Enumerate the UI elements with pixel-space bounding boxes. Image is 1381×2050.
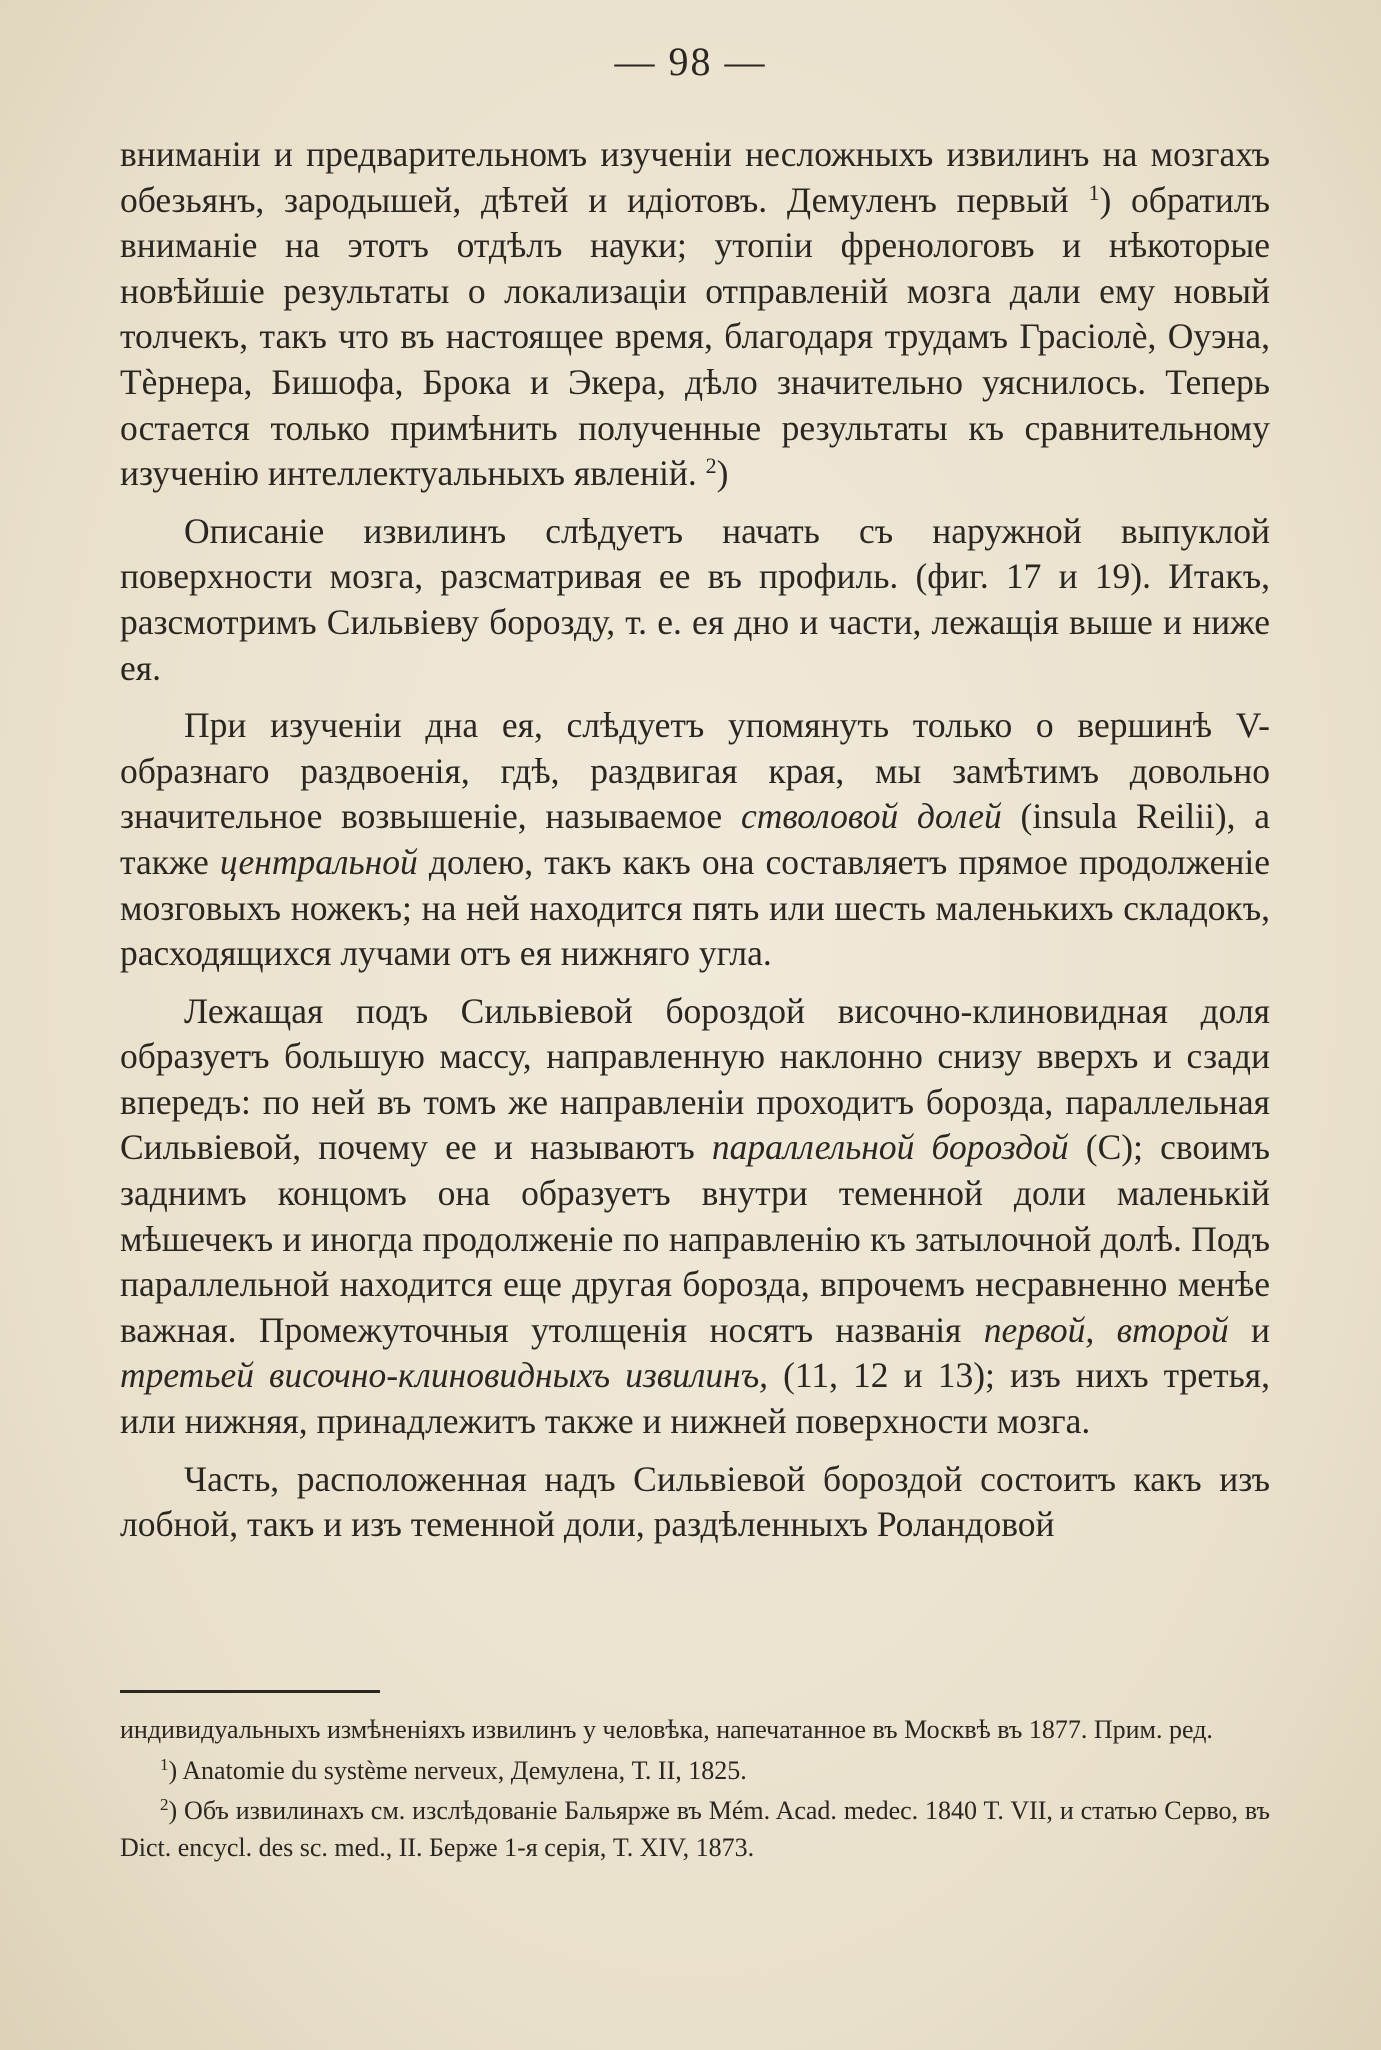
- term-parallel-sulcus: параллельной бороздой: [711, 1127, 1069, 1168]
- footnote-1-text: ) Anatomie du système nerveux, Демулена, Т. II, 1825.: [168, 1755, 747, 1785]
- footnotes: [120, 1712, 1270, 1866]
- paragraph-4-text-c: и: [1228, 1309, 1270, 1350]
- term-third-gyrus: третьей височно-клиновидныхъ извилинъ,: [120, 1355, 768, 1396]
- term-stem-lobe: стволовой долей: [740, 796, 1002, 837]
- paragraph-3-text-b: (insula Reilii), а также: [120, 796, 1271, 882]
- footnote-ref-1[interactable]: 1: [1088, 179, 1100, 205]
- term-first-second: первой, второй: [983, 1309, 1229, 1350]
- main-text: [120, 132, 1270, 1548]
- paragraph-3: [120, 703, 1270, 977]
- paragraph-4-text-d: (11, 12 и 13); изъ нихъ третья, или нижняя, принадлежитъ также и нижней поверхности мозга.: [120, 1355, 1270, 1442]
- footnote-2-text: ) Объ извилинахъ см. изслѣдованіе Бальярже въ Mém. Acad. medec. 1840 T. VII, и статью Серво, въ Dict. encycl. des sc. med., II. Берже 1-я серія, T. XIV, 1873.: [120, 1796, 1270, 1862]
- term-central: центральной: [219, 841, 418, 882]
- paragraph-1-text-b: ) обратилъ вниманіе на этотъ отдѣлъ науки; утопіи френологовъ и нѣкоторые новѣйшіе результаты о локализаціи отправленій мозга дали ему новый толчекъ, такъ что въ настоящее время, благодаря трудамъ Грасіолѐ, Оуэна, Тѐрнера, Бишофа, Брока и Экера, дѣло значительно уяснилось. Теперь остается только примѣнить полученные результаты къ сравнительному изученію интеллектуальныхъ явленій.: [120, 179, 1270, 494]
- footnote-1: [120, 1753, 1270, 1790]
- footnote-ref-2[interactable]: 2: [705, 453, 717, 479]
- footnote-1-mark: 1: [160, 1754, 169, 1774]
- paragraph-4-text-b: (C); своимъ заднимъ концомъ она образуетъ внутри теменной доли маленькій мѣшечекъ и иногда продолженіе по направленію къ затылочной долѣ. Подъ параллельной находится еще другая борозда, впрочемъ несравненно менѣе важная. Промежуточныя утолщенія носятъ названія: [120, 1127, 1270, 1350]
- paragraph-3-text-c: долею, такъ какъ она составляетъ прямое продолженіе мозговыхъ ножекъ; на ней находится пять или шесть маленькихъ складокъ, расходящихся лучами отъ ея нижняго угла.: [120, 841, 1270, 974]
- footnote-2: [120, 1793, 1270, 1866]
- footnote-2-mark: 2: [160, 1795, 169, 1814]
- paragraph-1-text-c: ): [716, 453, 729, 494]
- paragraph-5: Часть, расположенная надъ Сильвіевой бороздой состоитъ какъ изъ лобной, такъ и изъ теменной доли, раздѣленныхъ Роландовой: [120, 1458, 1270, 1545]
- paragraph-1: [120, 132, 1270, 497]
- page-number: — 98 —: [614, 39, 767, 84]
- paragraph-4: [120, 989, 1270, 1445]
- footnote-divider: [120, 1690, 380, 1693]
- paragraph-3-text-a: При изученіи дна ея, слѣдуетъ упомянуть только о вершинѣ V-образнаго раздвоенія, гдѣ, раздвигая края, мы замѣтимъ довольно значительное возвышеніе, называемое: [120, 705, 1270, 837]
- footnote-continuation: индивидуальныхъ измѣненіяхъ извилинъ у человѣка, напечатанное въ Москвѣ въ 1877. Прим. ред.: [120, 1715, 1213, 1744]
- paragraph-1-text-a: вниманіи и предварительномъ изученіи несложныхъ извилинъ на мозгахъ обезьянъ, зародышей, дѣтей и идіотовъ. Демуленъ первый: [120, 134, 1270, 220]
- paragraph-4-text-a: Лежащая подъ Сильвіевой бороздой височно-клиновидная доля образуетъ большую массу, направленную наклонно снизу вверхъ и сзади впередъ: по ней въ томъ же направленіи проходитъ борозда, параллельная Сильвіевой, почему ее и называютъ: [120, 990, 1270, 1168]
- paragraph-2: Описаніе извилинъ слѣдуетъ начать съ наружной выпуклой поверхности мозга, разсматривая ее въ профиль. (фиг. 17 и 19). Итакъ, разсмотримъ Сильвіеву борозду, т. е. ея дно и части, лежащія выше и ниже ея.: [120, 510, 1270, 688]
